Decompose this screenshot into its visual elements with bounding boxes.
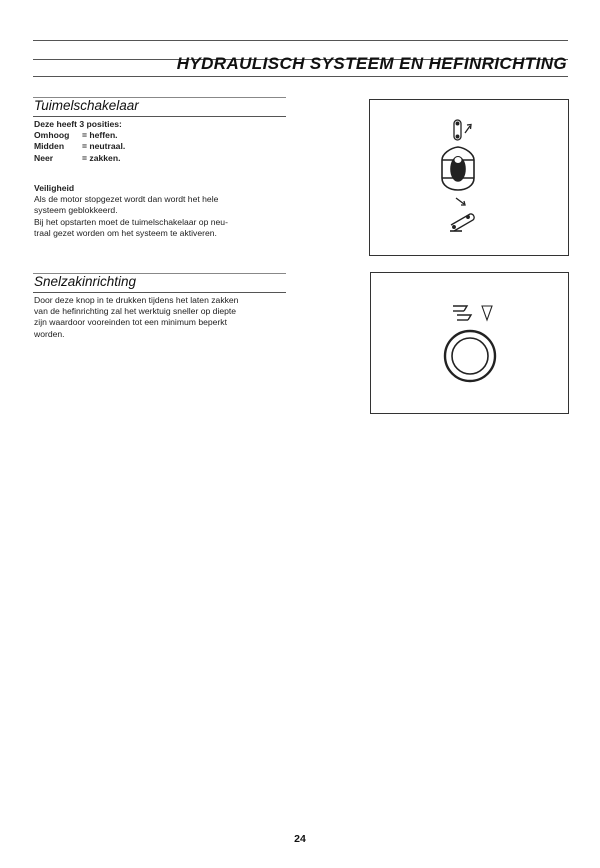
section-title-fast-drop: Snelzakinrichting <box>34 274 137 289</box>
position-desc: = zakken. <box>82 152 121 163</box>
lower-arm-icon <box>450 198 474 231</box>
position-desc: = heffen. <box>82 130 118 141</box>
toggle-description <box>34 119 294 164</box>
header-rule-bottom <box>33 76 568 77</box>
section-title-toggle: Tuimelschakelaar <box>34 98 139 113</box>
fast-drop-line: zijn waardoor vooreinden tot een minimum beperkt <box>34 317 227 328</box>
section-rule-bottom <box>33 116 286 117</box>
safety-block <box>34 183 294 239</box>
fast-drop-symbol-icon <box>453 306 492 320</box>
positions-intro: Deze heeft 3 posities: <box>34 119 122 129</box>
safety-line: Bij het opstarten moet de tuimelschakelaar op neu- <box>34 216 228 227</box>
fast-drop-drawing <box>371 273 568 413</box>
fast-drop-line: worden. <box>34 328 65 339</box>
toggle-switch-icon <box>442 147 474 190</box>
header-rule-top <box>33 40 568 41</box>
page-number: 24 <box>294 833 306 845</box>
safety-line: traal gezet worden om het systeem te aktiveren. <box>34 227 217 238</box>
fast-drop-illustration <box>370 272 569 414</box>
fast-drop-line: van de hefinrichting zal het werktuig sneller op diepte <box>34 306 237 317</box>
safety-line: systeem geblokkeerd. <box>34 205 118 216</box>
safety-heading: Veiligheid <box>34 183 75 193</box>
toggle-switch-illustration <box>369 99 569 256</box>
position-term: Neer <box>34 152 54 163</box>
position-term: Omhoog <box>34 130 70 141</box>
position-row <box>34 130 294 141</box>
round-push-button-icon <box>445 331 495 381</box>
safety-line: Als de motor stopgezet wordt dan wordt het hele <box>34 194 219 205</box>
section-rule-bottom <box>33 292 286 293</box>
toggle-switch-drawing <box>370 100 568 255</box>
position-row <box>34 141 294 152</box>
position-desc: = neutraal. <box>82 141 126 152</box>
fast-drop-line: Door deze knop in te drukken tijdens het laten zakken <box>34 295 239 305</box>
raise-arm-icon <box>454 120 471 140</box>
page-title: HYDRAULISCH SYSTEEM EN HEFINRICHTING <box>176 54 567 73</box>
position-row <box>34 153 294 164</box>
position-term: Midden <box>34 141 65 152</box>
fast-drop-description <box>34 295 299 340</box>
